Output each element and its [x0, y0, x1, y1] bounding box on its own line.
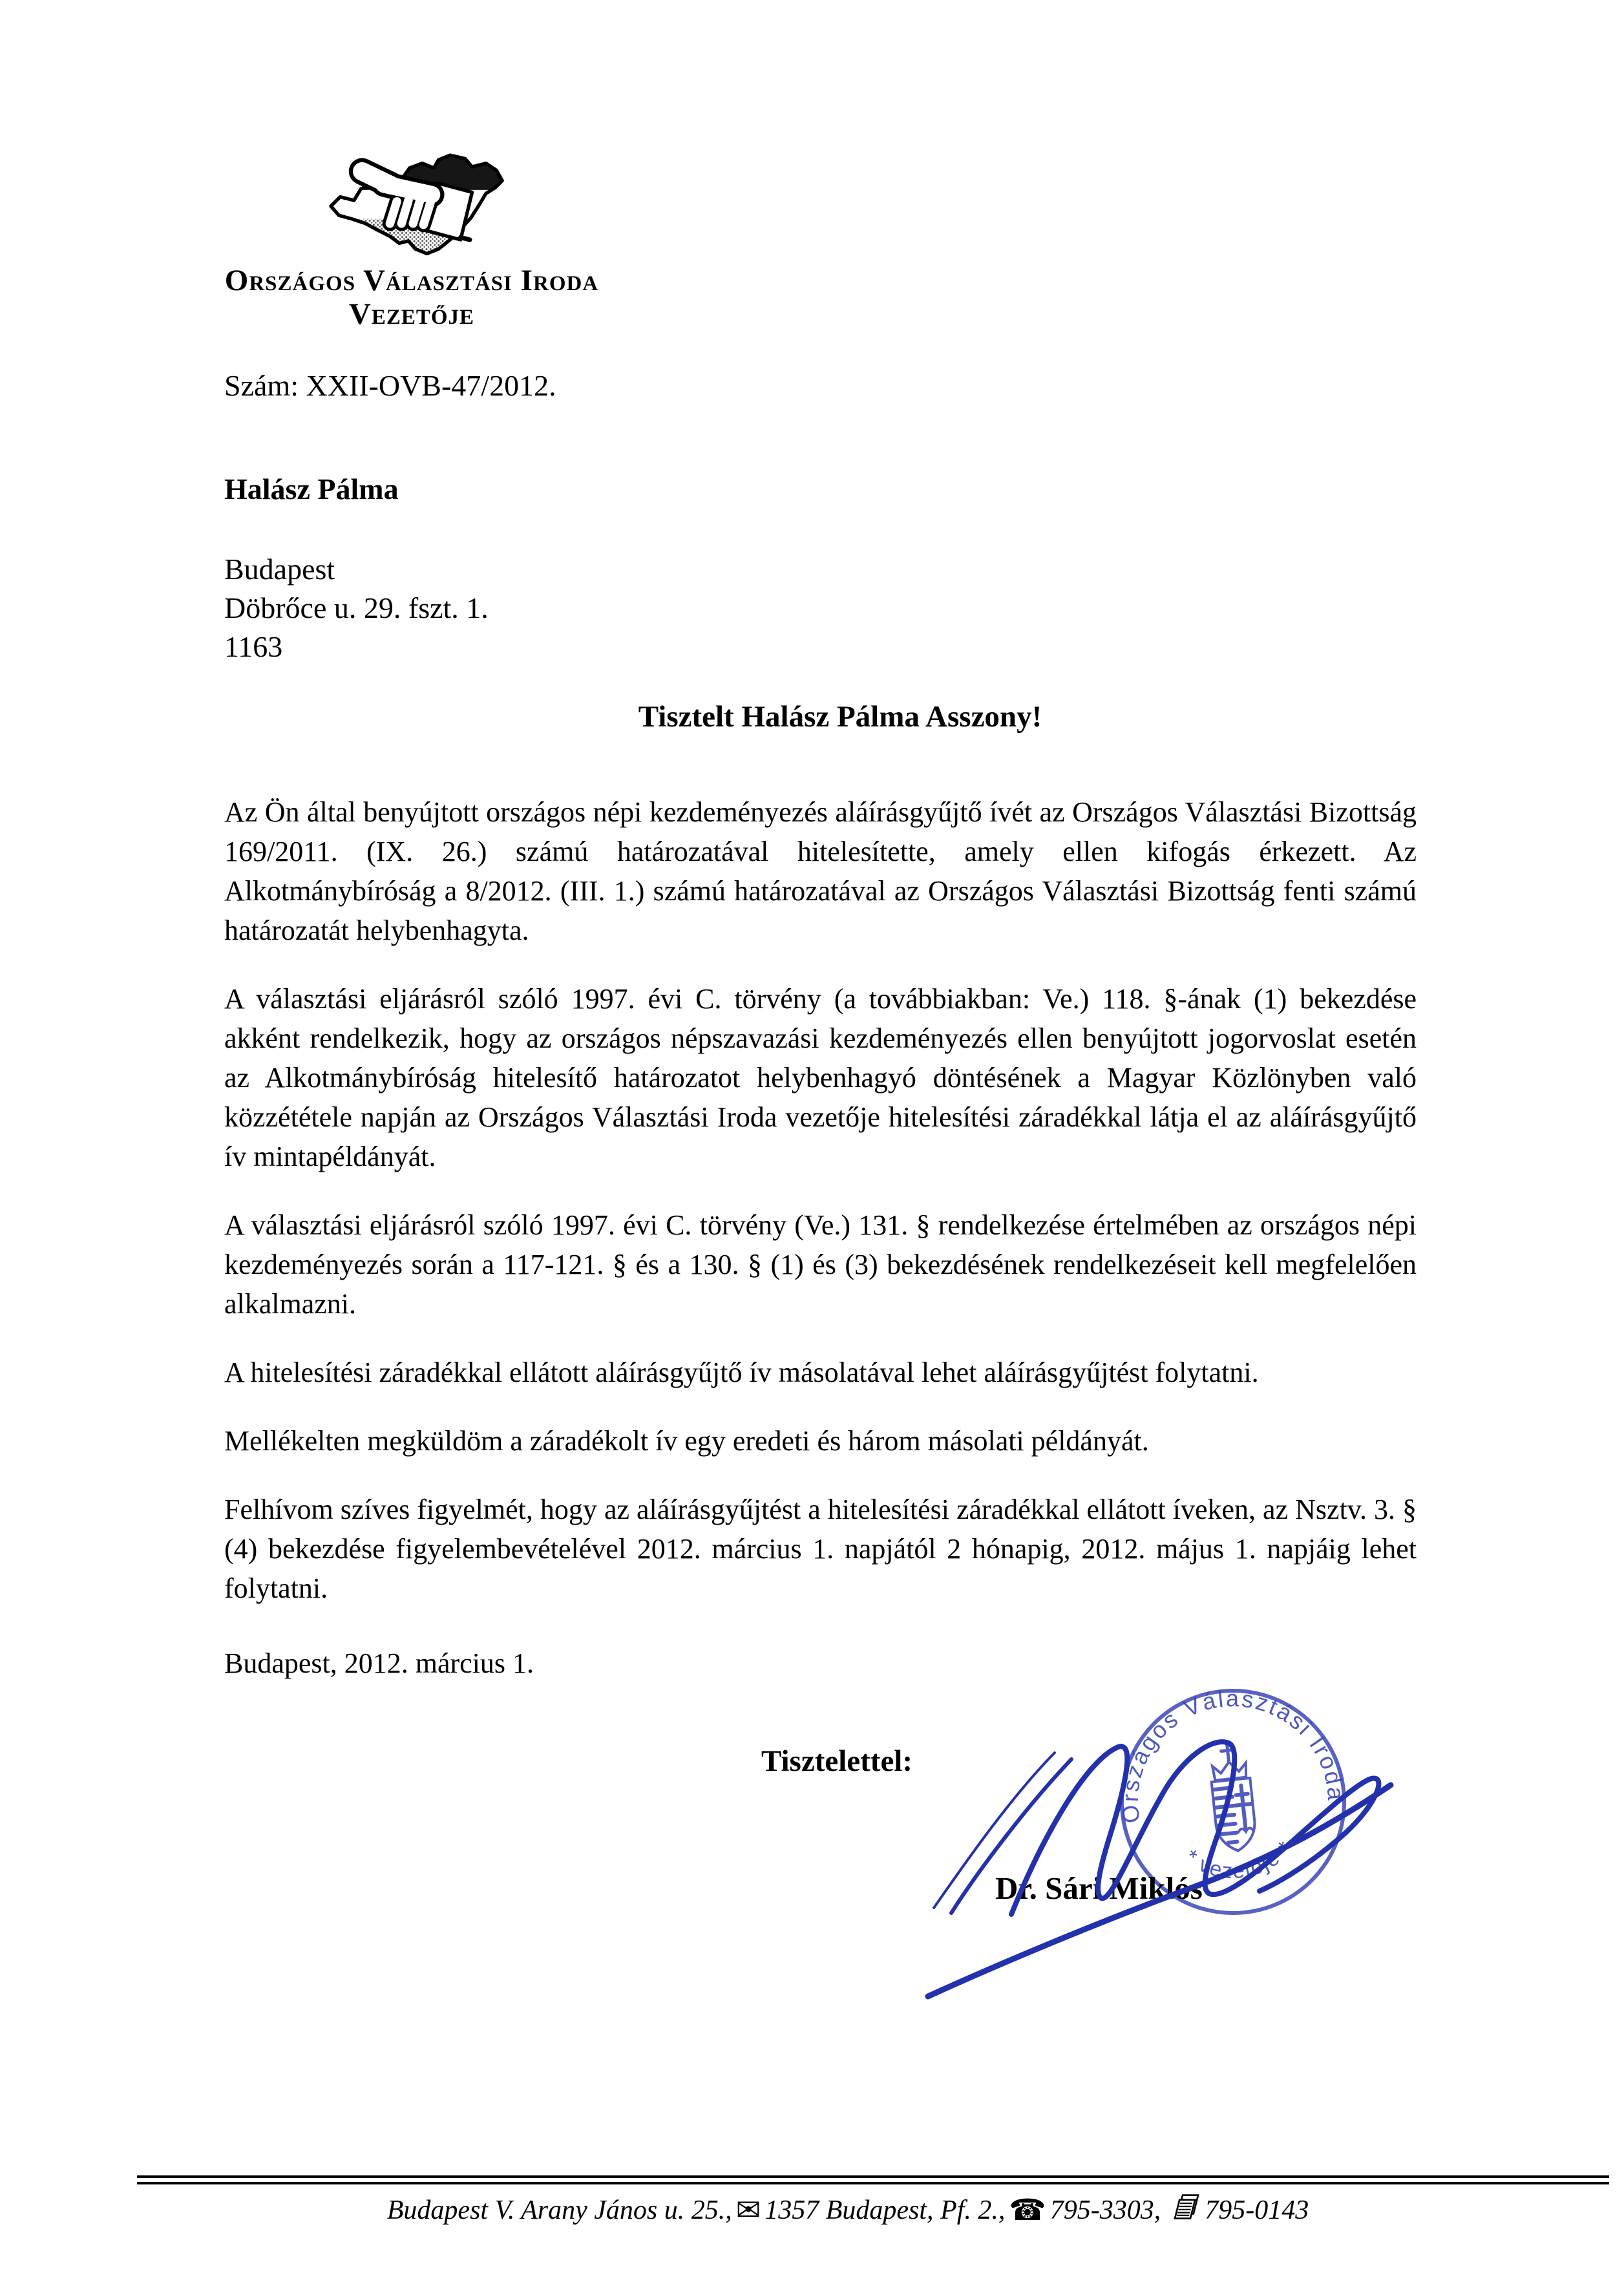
dateline: Budapest, 2012. március 1.	[224, 1647, 534, 1679]
footer-po-box: 1357 Budapest, Pf. 2.,	[765, 2195, 1006, 2225]
footer-contact-line	[65, 2192, 1624, 2227]
envelope-icon: ✉	[735, 2192, 761, 2227]
footer-address: Budapest V. Arany János u. 25.,	[386, 2195, 732, 2225]
org-unit: Vezetője	[348, 297, 475, 331]
footer-fax: 795-0143	[1205, 2195, 1309, 2225]
ovi-logo	[317, 151, 534, 262]
body-paragraph: Az Ön által benyújtott országos népi kezdeményezés aláírásgyűjtő ívét az Országos Választási Bizottság 169/2011. (IX. 26.) számú határozatával hitelesítette, amely ellen kifogás érkezett. Az Alkotmánybíróság a 8/2012. (III. 1.) számú határozatával az Országos Választási Bizottság fenti számú határozatát helybenhagyta.	[224, 796, 1417, 946]
recipient-block	[224, 470, 489, 666]
phone-icon: ☎	[1009, 2192, 1046, 2227]
salutation: Tisztelt Halász Pálma Asszony!	[638, 700, 1042, 734]
recipient-name: Halász Pálma	[224, 472, 399, 505]
letter-body	[224, 792, 1417, 1712]
recipient-postal-code: 1163	[224, 630, 283, 663]
stamp-bottom-text: * vezetője *	[1181, 1835, 1297, 1883]
org-name: Országos Választási Iroda	[224, 264, 599, 297]
recipient-street: Döbrőce u. 29. fszt. 1.	[224, 591, 489, 624]
valediction: Tisztelettel:	[761, 1744, 913, 1778]
fax-icon	[1171, 2193, 1202, 2224]
stamp-ring-text: Országos Választási Iroda	[1116, 1685, 1350, 1825]
recipient-city: Budapest	[224, 553, 335, 586]
body-paragraph: Felhívom szíves figyelmét, hogy az aláírásgyűjtést a hitelesítési záradékkal ellátott íveken, az Nsztv. 3. § (4) bekezdése figyelembevételével 2012. március 1. napjától 2 hónapig, 2012. május 1. napjáig lehet folytatni.	[224, 1494, 1417, 1604]
body-paragraph: A választási eljárásról szóló 1997. évi C. törvény (a továbbiakban: Ve.) 118. §-ának (1) bekezdése akként rendelkezik, hogy az országos népszavazási kezdeményezés ellen benyújtott jogorvoslat esetén az Alkotmánybíróság hitelesítő határozatot helybenhagyó döntésének a Magyar Közlönyben való közzététele napján az Országos Választási Iroda vezetője hitelesítési záradékkal látja el az aláírásgyűjtő ív mintapéldányát.	[224, 983, 1417, 1172]
body-paragraph: Mellékelten megküldöm a záradékolt ív egy eredeti és három másolati példányát.	[224, 1425, 1149, 1457]
body-paragraph: A hitelesítési záradékkal ellátott aláírásgyűjtő ív másolatával lehet aláírásgyűjtést folytatni.	[224, 1357, 1259, 1388]
reference-number: Szám: XXII-OVB-47/2012.	[224, 369, 556, 402]
footer-rule	[137, 2175, 1609, 2184]
stamp-coat-of-arms	[1208, 1742, 1258, 1852]
body-paragraph: A választási eljárásról szóló 1997. évi C. törvény (Ve.) 131. § rendelkezése értelmében az országos népi kezdeményezés során a 117-121. § és a 130. § (1) és (3) bekezdésének rendelkezéseit kell megfelelően alkalmazni.	[224, 1209, 1417, 1320]
footer-phone: 795-3303,	[1049, 2195, 1161, 2225]
signer-name: Dr. Sári Miklós	[995, 1870, 1203, 1906]
